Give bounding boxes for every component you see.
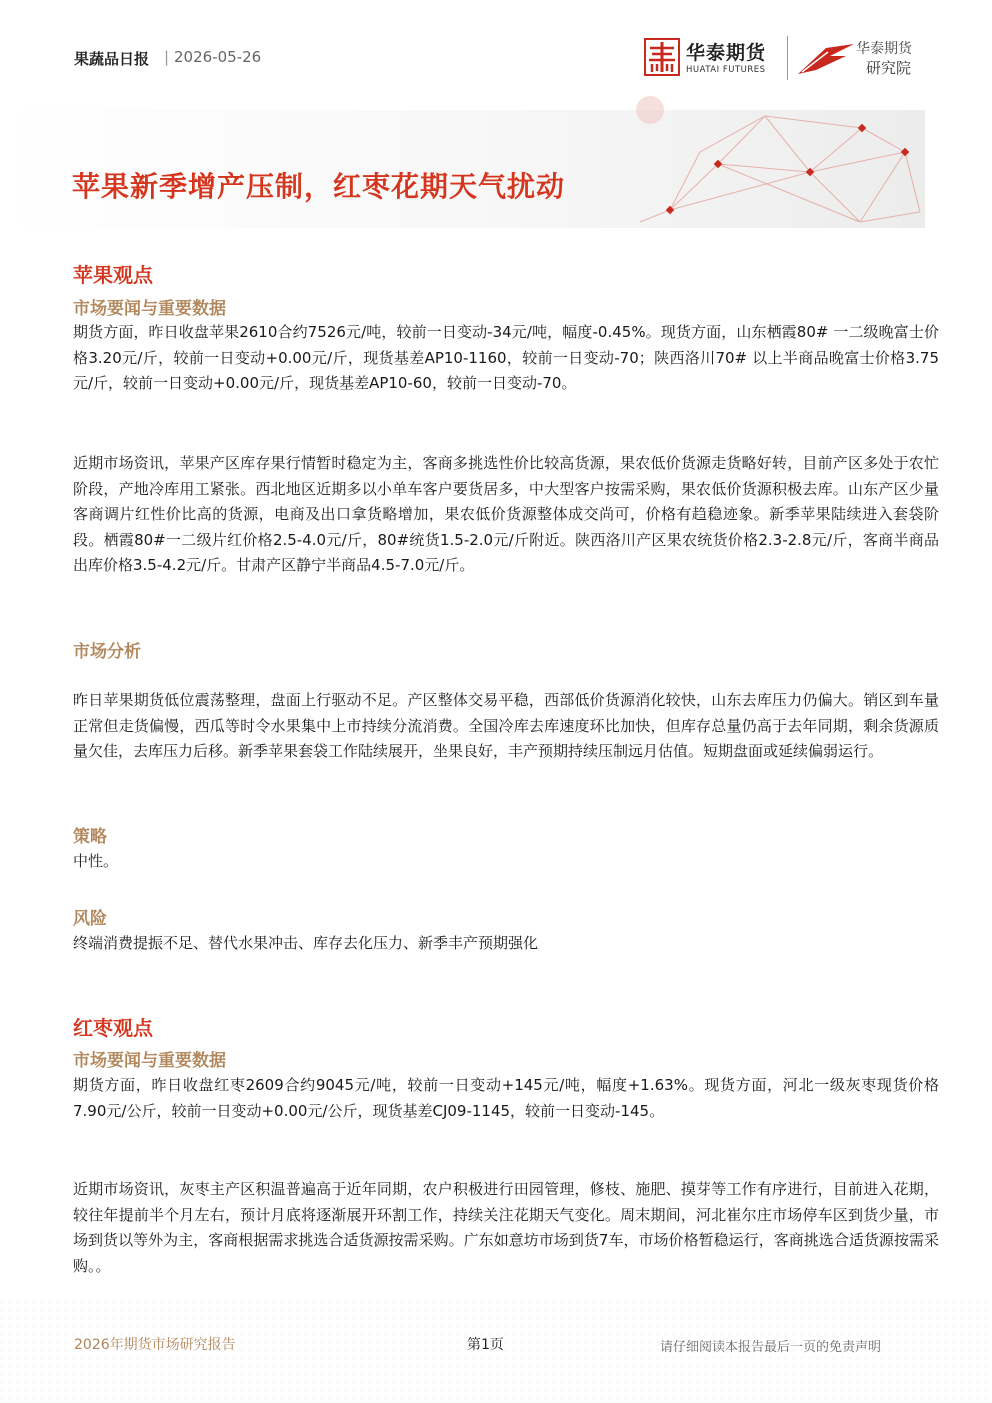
jujube-news-subtitle: 市场要闻与重要数据 bbox=[73, 1051, 226, 1071]
huatai-logo-icon bbox=[644, 38, 680, 76]
apple-risk-subtitle: 风险 bbox=[73, 909, 107, 929]
research-logo-line2: 研究院 bbox=[866, 59, 912, 77]
jujube-news-paragraph-1: 期货方面，昨日收盘红枣2609合约9045元/吨，较前一日变动+145元/吨，幅度+1.63%。现货方面，河北一级灰枣现货价格7.90元/公斤，较前一日变动+0.00元/公斤，现货基差CJ09-1145，较前一日变动-145。 bbox=[73, 1076, 939, 1120]
apple-news-subtitle: 市场要闻与重要数据 bbox=[73, 299, 226, 319]
jujube-section-title: 红枣观点 bbox=[73, 1016, 153, 1040]
apple-analysis-subtitle: 市场分析 bbox=[73, 642, 141, 662]
report-date: 2026-05-26 bbox=[174, 48, 262, 66]
disclaimer-note: 请仔细阅读本报告最后一页的免责声明 bbox=[660, 1340, 882, 1355]
jujube-news-paragraph-2: 近期市场资讯，灰枣主产区积温普遍高于近年同期，农户积极进行田园管理，修枝、施肥、摸芽等工作有序进行，目前进入花期，较往年提前半个月左右，预计月底将逐渐展开环割工作，持续关注花期天气变化。周末期间，河北崔尔庄市场停车区到货少量，市场到货以等外为主，客商根据需求挑选合适货源按需采购。广东如意坊市场到货7车，市场价格暂稳运行，客商挑选合适货源按需采购。。 bbox=[73, 1180, 939, 1275]
logo-english-name: HUATAI FUTURES bbox=[686, 65, 766, 75]
apple-section-title: 苹果观点 bbox=[73, 263, 153, 287]
report-title: 苹果新季增产压制，红枣花期天气扰动 bbox=[72, 170, 566, 203]
research-logo-icon bbox=[796, 42, 856, 76]
research-logo-line1: 华泰期货 bbox=[856, 41, 912, 57]
report-type: 果蔬品日报 bbox=[74, 50, 150, 68]
footer-report-name: 2026年期货市场研究报告 bbox=[74, 1337, 236, 1353]
page-header bbox=[0, 0, 992, 90]
logo-divider bbox=[787, 36, 788, 80]
apple-analysis-paragraph: 昨日苹果期货低位震荡整理，盘面上行驱动不足。产区整体交易平稳，西部低价货源消化较快，山东去库压力仍偏大。销区到车量正常但走货偏慢，西瓜等时令水果集中上市持续分流消费。全国冷库去库速度环比加快，但库存总量仍高于去年同期，剩余货源质量欠佳，去库压力后移。新季苹果套袋工作陆续展开，坐果良好，丰产预期持续压制远月估值。短期盘面或延续偏弱运行。 bbox=[73, 691, 939, 761]
header-separator: | bbox=[164, 48, 170, 66]
logo-chinese-name: 华泰期货 bbox=[686, 42, 767, 64]
apple-strategy-subtitle: 策略 bbox=[73, 827, 107, 847]
huatai-futures-logo bbox=[644, 38, 780, 78]
apple-news-paragraph-1: 期货方面，昨日收盘苹果2610合约7526元/吨，较前一日变动-34元/吨，幅度-0.45%。现货方面，山东栖霞80# 一二级晚富士价格3.20元/斤，较前一日变动+0.00元/斤，现货基差AP10-1160，较前一日变动-70；陕西洛川70# 以上半商品晚富士价格3.75元/斤，较前一日变动+0.00元/斤，现货基差AP10-60，较前一日变动-70。 bbox=[73, 323, 939, 393]
title-banner-background bbox=[0, 92, 992, 232]
page-number: 第1页 bbox=[467, 1337, 504, 1353]
apple-risk-text: 终端消费提振不足、替代水果冲击、库存去化压力、新季丰产预期强化 bbox=[73, 934, 539, 952]
apple-strategy-text: 中性。 bbox=[73, 852, 119, 870]
research-institute-logo bbox=[796, 36, 926, 80]
apple-news-paragraph-2: 近期市场资讯，苹果产区库存果行情暂时稳定为主，客商多挑选性价比较高货源，果农低价货源走货略好转，目前产区多处于农忙阶段，产地冷库用工紧张。西北地区近期多以小单车客户要货居多，中大型客户按需采购，果农低价货源积极去库。山东产区少量客商调片红性价比高的货源，电商及出口拿货略增加，果农低价货源整体成交尚可，价格有趋稳迹象。新季苹果陆续进入套袋阶段。栖霞80#一二级片红价格2.5-4.0元/斤，80#统货1.5-2.0元/斤附近。陕西洛川产区果农统货价格2.3-2.8元/斤，客商半商品出库价格3.5-4.2元/斤。甘肃产区静宁半商品4.5-7.0元/斤。 bbox=[73, 454, 940, 575]
